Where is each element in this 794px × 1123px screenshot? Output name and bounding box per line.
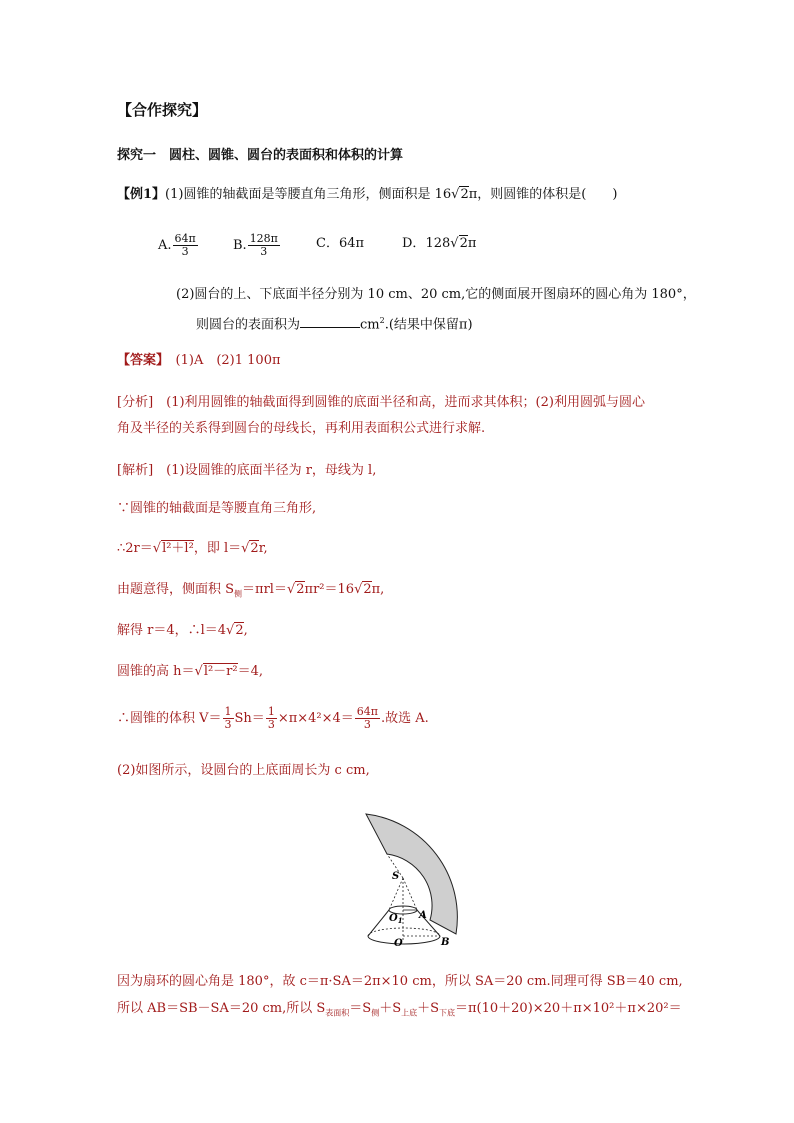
solution-line-8: (2)如图所示，设圆台的上底面周长为 c cm,: [117, 763, 370, 778]
answer-label: 【答案】: [117, 353, 163, 368]
solution-line-9: 因为扇环的圆心角是 180°，故 c＝π·SA＝2π×10 cm，所以 SA＝20 cm.同理可得 SB＝40 cm,: [117, 974, 683, 989]
solution-line-2: ∵圆锥的轴截面是等腰直角三角形,: [117, 501, 317, 516]
option-d: D．128√2π: [402, 236, 477, 251]
solution-line-10: 所以 AB＝SB－SA＝20 cm,所以 $S_{表面积}=S_侧+S_{上底}+S_{下底}=\pi(10+20)\times 20+\pi\times 10^2+\pi\times 20^2=$: [117, 1001, 682, 1018]
solution-line-3: ∴2r＝√l²＋l²，即 l＝√2r,: [117, 541, 268, 556]
answer-text: (1)A (2)1 100π: [175, 353, 281, 368]
option-b: B. $\frac{128\pi}{3}$: [233, 232, 278, 258]
option-b-fraction: $\frac{128\pi}{3}$: [249, 232, 278, 258]
label-o1: $O_1$: [389, 913, 403, 925]
label-s: S: [392, 871, 400, 882]
answer-blank: [300, 315, 360, 328]
example-question-2-line2: 则圆台的表面积为 $cm^2$.(结果中保留π): [196, 316, 473, 333]
label-a: A: [419, 910, 427, 921]
option-a-fraction: $\frac{64\pi}{3}$: [174, 232, 196, 258]
example-question-1: 【例1】(1)圆锥的轴截面是等腰直角三角形，侧面积是 16√2π，则圆锥的体积是( ): [117, 187, 618, 202]
bottom-ellipse-front: [368, 936, 440, 944]
option-c: C．64π: [316, 236, 365, 251]
q1-text-after: π，则圆锥的体积是( ): [468, 187, 618, 202]
q1-text: (1)圆锥的轴截面是等腰直角三角形，侧面积是 16: [165, 187, 452, 202]
example-question-2-line1: (2)圆台的上、下底面半径分别为 10 cm、20 cm,它的侧面展开图扇环的圆心角为 180°，: [176, 287, 696, 302]
analysis-line-2: 角及半径的关系得到圆台的母线长，再利用表面积公式进行求解.: [117, 421, 486, 436]
solution-line-5: 解得 r＝4，∴l＝4√2,: [117, 623, 248, 638]
frustum-figure: [352, 806, 472, 952]
example-label: 【例1】: [117, 187, 166, 202]
solution-line-4: 由题意得，侧面积 $S_侧=\pi rl=√2\pi r^2=16√2\pi$,: [117, 582, 385, 599]
bottom-ellipse-back: [368, 928, 440, 936]
analysis-line-1: [分析] (1)利用圆锥的轴截面得到圆锥的底面半径和高，进而求其体积；(2)利用圆弧与圆心: [117, 395, 645, 410]
slant-dashed: [389, 878, 403, 910]
annular-sector: [366, 814, 457, 934]
frustum-left-side: [368, 910, 389, 936]
label-b: B: [441, 937, 450, 948]
q1-radical: 2: [460, 187, 469, 202]
slant-dashed-right: [403, 878, 417, 910]
option-a: A. $\frac{64\pi}{3}$: [158, 232, 196, 258]
section-heading: 【合作探究】: [117, 101, 208, 119]
solution-line-7: ∴圆锥的体积 V＝ $\frac{1}{3}$ Sh＝ $\frac{1}{3}$ ×π×4²×4＝ $\frac{64\pi}{3}$ .故选 A.: [117, 705, 429, 731]
label-o: O: [394, 938, 403, 949]
solution-line-6: 圆锥的高 h＝√l²－r²＝4,: [117, 664, 264, 679]
answer-line: [117, 352, 281, 370]
solution-line-1: [解析] (1)设圆锥的底面半径为 r，母线为 l,: [117, 463, 377, 478]
topic-title: 探究一 圆柱、圆锥、圆台的表面积和体积的计算: [117, 148, 404, 163]
